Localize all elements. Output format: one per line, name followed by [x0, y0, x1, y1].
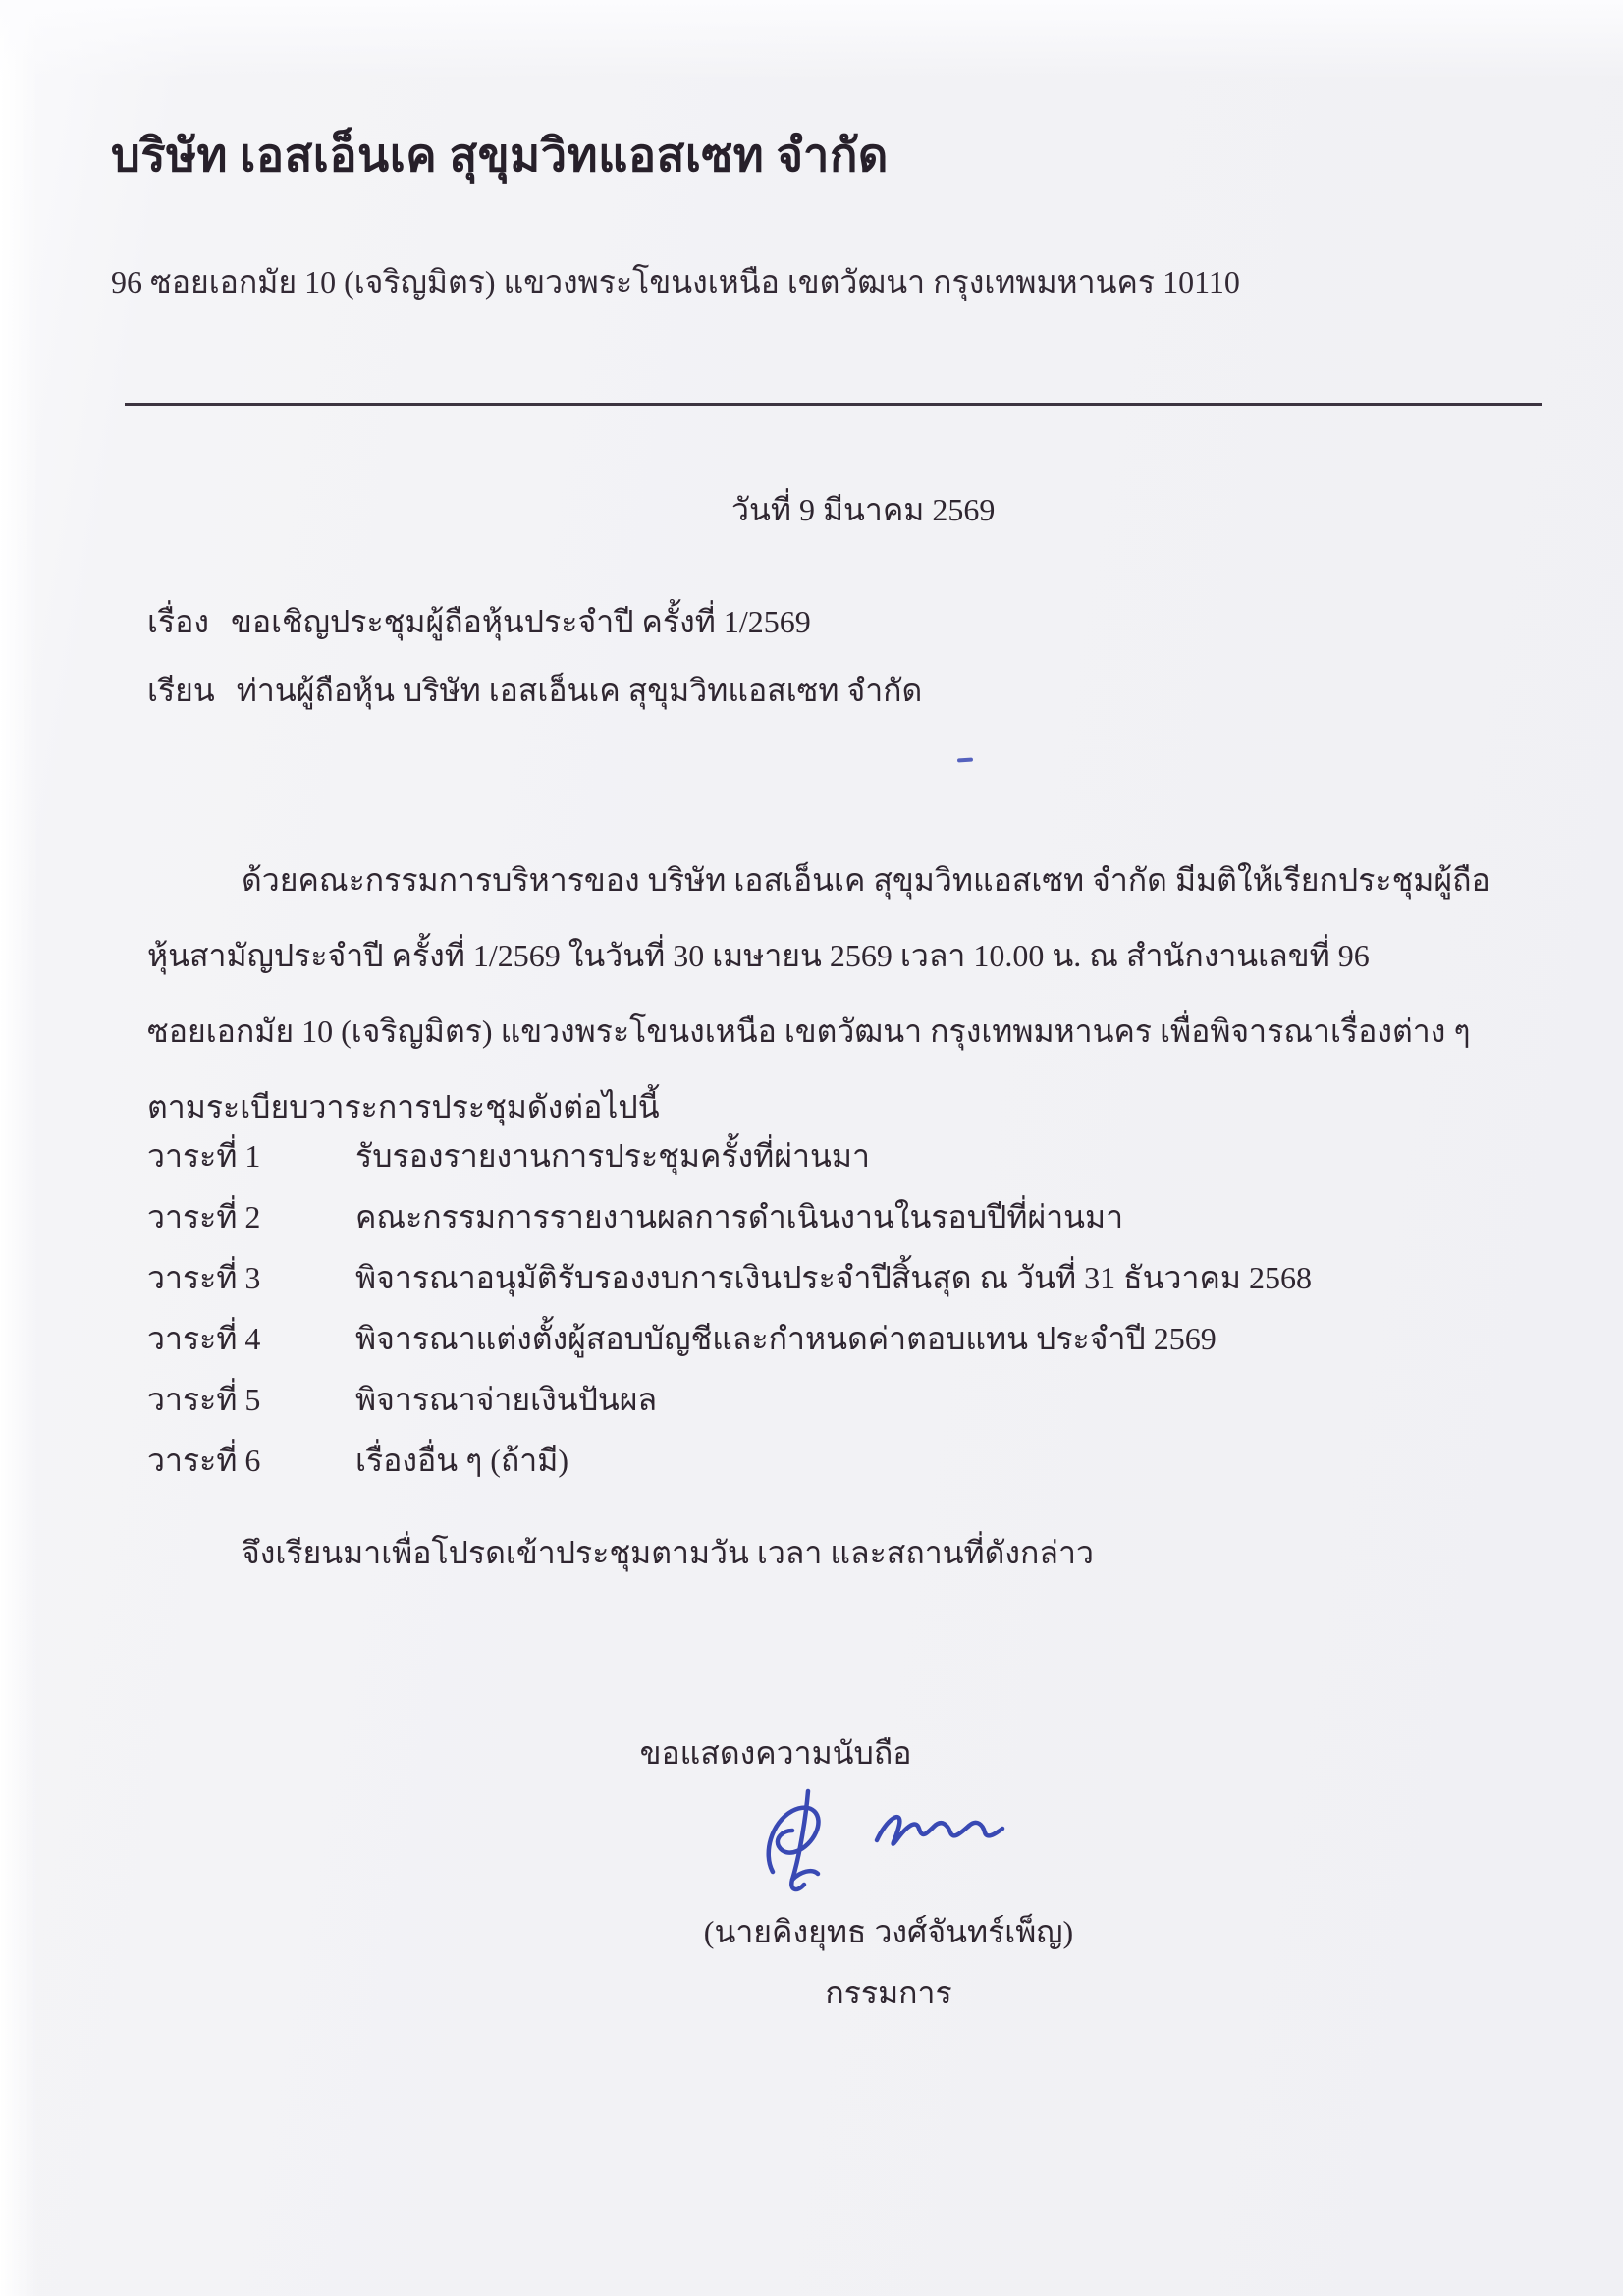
- subject-line: [147, 597, 811, 647]
- body-line: ตามระเบียบวาระการประชุมดังต่อไปนี้: [147, 1089, 660, 1124]
- signature-ink-icon: [722, 1785, 1055, 1908]
- agenda-item-text: พิจารณาจ่ายเงินปันผล: [355, 1382, 658, 1417]
- body-line: ซอยเอกมัย 10 (เจริญมิตร) แขวงพระโขนงเหนือ เขตวัฒนา กรุงเทพมหานคร เพื่อพิจารณาเรื่องต่าง ๆ: [147, 1013, 1471, 1049]
- subject-label: เรื่อง: [147, 604, 209, 639]
- closing-line: จึงเรียนมาเพื่อโปรดเข้าประชุมตามวัน เวลา และสถานที่ดังกล่าว: [242, 1535, 1094, 1570]
- signer-title: กรรมการ: [825, 1975, 952, 2010]
- agenda-item-text: รับรองรายงานการประชุมครั้งที่ผ่านมา: [355, 1138, 870, 1174]
- header-divider: [125, 403, 1542, 406]
- stray-pen-mark: [957, 757, 973, 762]
- agenda-item-number: วาระที่ 5: [147, 1382, 261, 1417]
- addressee-line: [147, 666, 922, 716]
- agenda-item-number: วาระที่ 6: [147, 1443, 261, 1478]
- agenda-item: [147, 1308, 1512, 1369]
- scan-top-highlight: [0, 0, 1623, 88]
- agenda-item-number: วาระที่ 2: [147, 1199, 261, 1234]
- agenda-item: [147, 1369, 1512, 1430]
- agenda-item-number: วาระที่ 3: [147, 1260, 261, 1295]
- signoff-line: ขอแสดงความนับถือ: [639, 1735, 912, 1771]
- scan-edge-highlight: [0, 0, 45, 2296]
- agenda-item: [147, 1125, 1512, 1186]
- body-line: ด้วยคณะกรรมการบริหารของ บริษัท เอสเอ็นเค สุขุมวิทแอสเซท จำกัด มีมติให้เรียกประชุมผู้ถือ: [242, 862, 1490, 898]
- agenda-item-number: วาระที่ 4: [147, 1321, 261, 1356]
- agenda-list: [147, 1125, 1512, 1491]
- agenda-item-text: เรื่องอื่น ๆ (ถ้ามี): [355, 1443, 568, 1478]
- agenda-item: [147, 1430, 1512, 1491]
- addressee-label: เรียน: [147, 673, 215, 708]
- company-name: บริษัท เอสเอ็นเค สุขุมวิทแอสเซท จำกัด: [111, 131, 889, 182]
- signer-name: (นายคิงยุทธ วงศ์จันทร์เพ็ญ): [703, 1914, 1074, 1949]
- agenda-item: [147, 1247, 1512, 1308]
- body-paragraph: [147, 843, 1512, 1145]
- letter-date: วันที่ 9 มีนาคม 2569: [731, 492, 996, 527]
- body-line: หุ้นสามัญประจำปี ครั้งที่ 1/2569 ในวันที่ 30 เมษายน 2569 เวลา 10.00 น. ณ สำนักงานเลขที่ 96: [147, 938, 1370, 973]
- addressee-text: ท่านผู้ถือหุ้น บริษัท เอสเอ็นเค สุขุมวิทแอสเซท จำกัด: [236, 673, 923, 708]
- company-address: 96 ซอยเอกมัย 10 (เจริญมิตร) แขวงพระโขนงเหนือ เขตวัฒนา กรุงเทพมหานคร 10110: [111, 264, 1240, 300]
- agenda-item: [147, 1186, 1512, 1247]
- agenda-item-text: พิจารณาแต่งตั้งผู้สอบบัญชีและกำหนดค่าตอบแทน ประจำปี 2569: [355, 1321, 1217, 1356]
- subject-text: ขอเชิญประชุมผู้ถือหุ้นประจำปี ครั้งที่ 1/2569: [230, 604, 811, 639]
- agenda-item-text: คณะกรรมการรายงานผลการดำเนินงานในรอบปีที่ผ่านมา: [355, 1199, 1124, 1234]
- handwritten-signature: [722, 1785, 1055, 1908]
- agenda-item-text: พิจารณาอนุมัติรับรองงบการเงินประจำปีสิ้นสุด ณ วันที่ 31 ธันวาคม 2568: [355, 1260, 1312, 1295]
- agenda-item-number: วาระที่ 1: [147, 1138, 261, 1174]
